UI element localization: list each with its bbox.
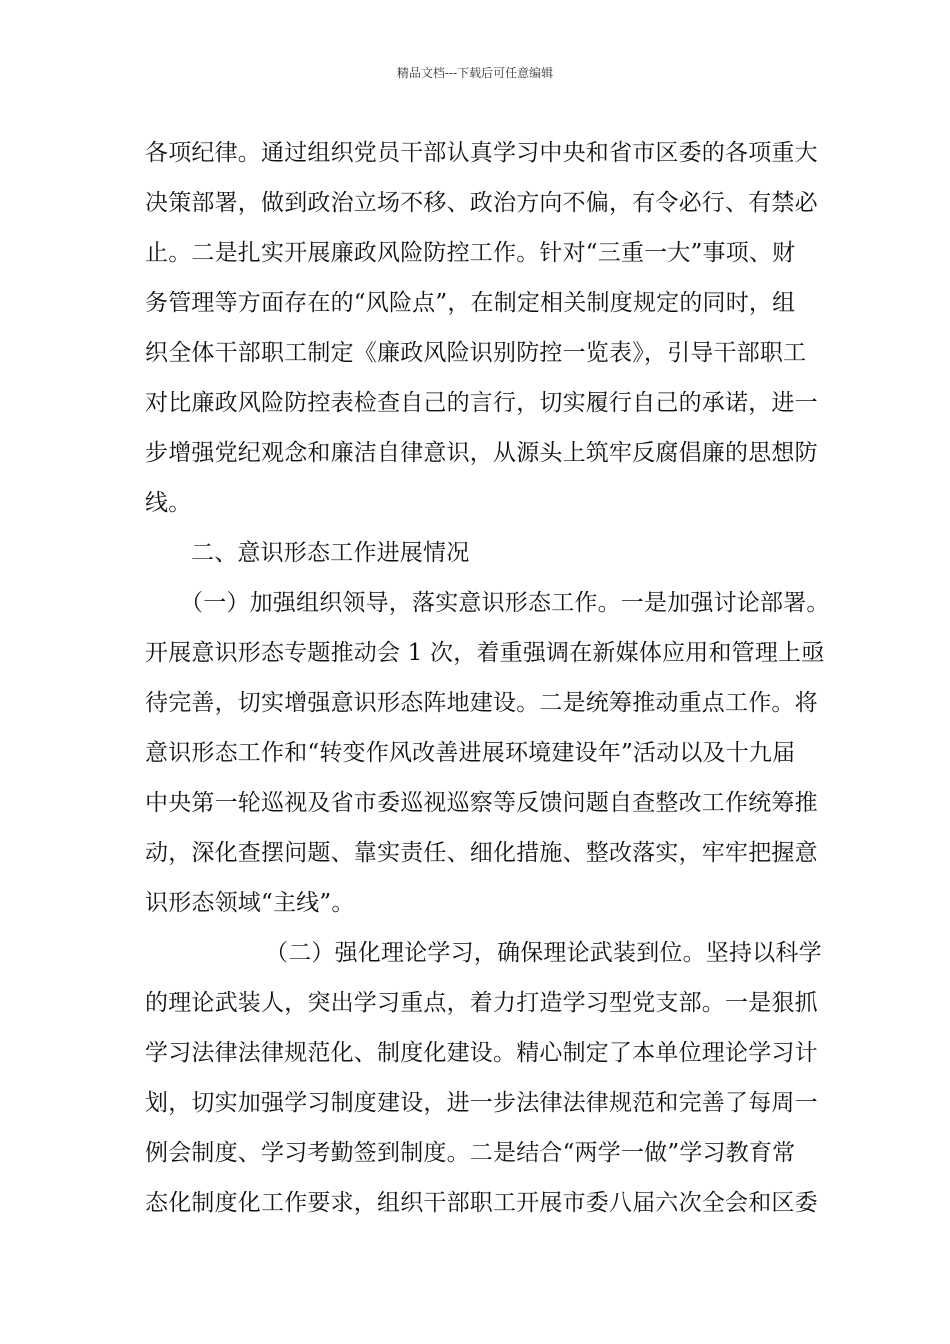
text-line: 开展意识形态专题推动会 1 次，着重强调在新媒体应用和管理上亟 [145, 640, 825, 666]
text-line: 止。二是扎实开展廉政风险防控工作。针对“三重一大”事项、财 [145, 240, 796, 266]
text-line: 动，深化查摆问题、靠实责任、细化措施、整改落实，牢牢把握意 [145, 840, 818, 866]
text-line: 划，切实加强学习制度建设，进一步法律法律规范和完善了每周一 [145, 1090, 818, 1116]
text-line: 各项纪律。通过组织党员干部认真学习中央和省市区委的各项重大 [145, 140, 818, 166]
page-header: 精品文档---下载后可任意编辑 [396, 66, 554, 80]
text-line: 中央第一轮巡视及省市委巡视巡察等反馈问题自查整改工作统筹推 [145, 790, 818, 816]
text-line: 例会制度、学习考勤签到制度。二是结合“两学一做”学习教育常 [145, 1140, 796, 1166]
text-line: 线。 [145, 490, 192, 516]
text-line: 织全体干部职工制定《廉政风险识别防控一览表》，引导干部职工 [145, 340, 807, 366]
text-line: 的理论武装人，突出学习重点，着力打造学习型党支部。一是狠抓 [145, 990, 818, 1016]
text-line: 步增强党纪观念和廉洁自律意识，从源头上筑牢反腐倡廉的思想防 [145, 440, 818, 466]
document-body [145, 128, 830, 1228]
text-line: 务管理等方面存在的“风险点”，在制定相关制度规定的同时，组 [145, 290, 796, 316]
text-line: 学习法律法律规范化、制度化建设。精心制定了本单位理论学习计 [145, 1040, 818, 1066]
text-line: 识形态领域“主线”。 [145, 890, 355, 916]
subsection-line: （一）加强组织领导，落实意识形态工作。一是加强讨论部署。 [180, 590, 830, 616]
text-line: 意识形态工作和“转变作风改善进展环境建设年”活动以及十九届 [145, 740, 796, 766]
text-line: 态化制度化工作要求，组织干部职工开展市委八届六次全会和区委 [145, 1190, 818, 1216]
section-heading: 二、意识形态工作进展情况 [191, 540, 470, 566]
subsection-line: （二）强化理论学习，确保理论武装到位。坚持以科学 [265, 940, 822, 966]
text-line: 待完善，切实增强意识形态阵地建设。二是统筹推动重点工作。将 [145, 690, 818, 716]
text-line: 决策部署，做到政治立场不移、政治方向不偏，有令必行、有禁必 [145, 190, 818, 216]
text-line: 对比廉政风险防控表检查自己的言行，切实履行自己的承诺，进一 [145, 390, 818, 416]
